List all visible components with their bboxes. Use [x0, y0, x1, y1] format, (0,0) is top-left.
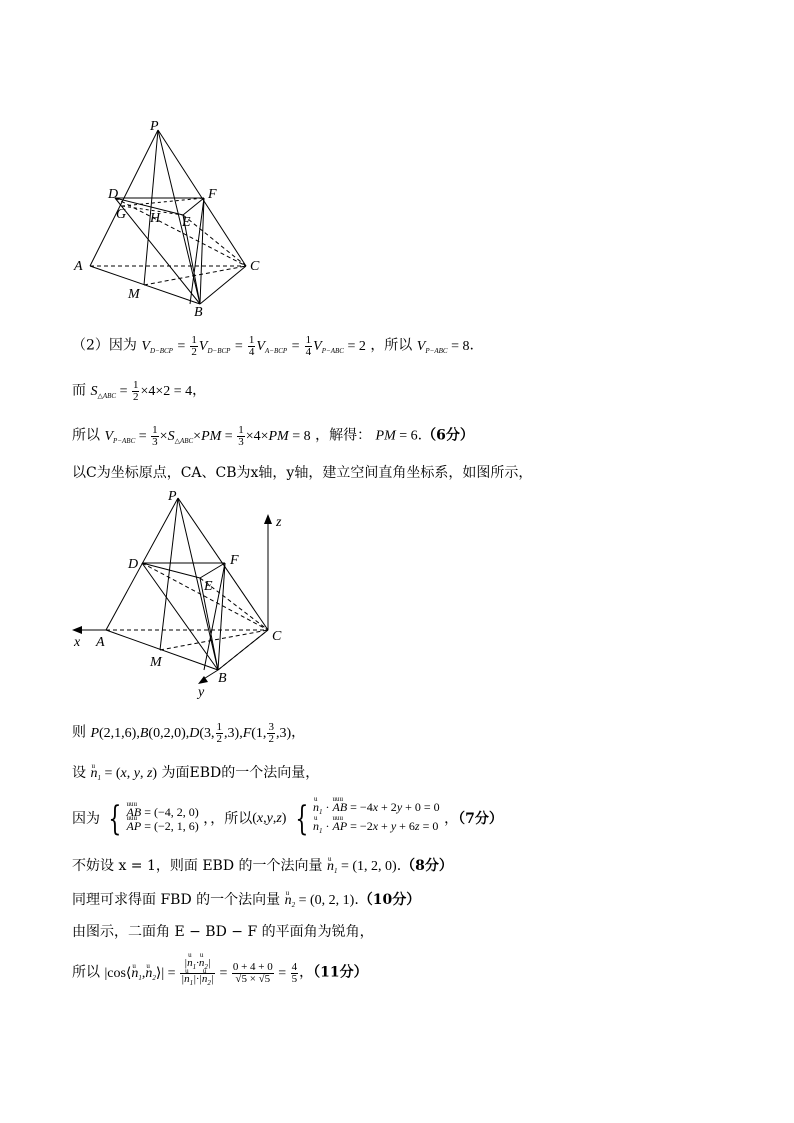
label-M: M: [128, 287, 140, 302]
pyramid-figure-1: [70, 118, 270, 318]
label-C: C: [250, 259, 260, 274]
eq-area: $S_{\triangle ABC}$ = $\frac{1}{2}$ ×4×2 = 4: [90, 379, 193, 403]
score-8: （8分）: [401, 858, 453, 874]
eq-volume-result: $V_{P-ABC} = 8$: [416, 338, 470, 355]
label-M: M: [150, 655, 162, 670]
score-6: （6分）: [422, 427, 474, 444]
text-and: 而: [72, 382, 86, 399]
text-therefore-2: 所以: [72, 964, 100, 981]
label-F: F: [230, 553, 239, 568]
line-n1-value: 不妨设 x = 1，则面 EBD 的一个法向量 u $n_1 = (1$, 2, 0).（8分）: [72, 857, 453, 880]
label-G: G: [116, 207, 127, 222]
label-A: A: [74, 259, 83, 274]
label-x: x: [74, 635, 81, 650]
label-D: D: [128, 557, 139, 572]
line-area: 而 $S_{\triangle ABC}$ = $\frac{1}{2}$ ×4×2 = 4，: [72, 379, 207, 403]
label-C: C: [272, 629, 282, 644]
label-H: H: [150, 211, 161, 226]
line-vector-system: 因为 { uuu AB = (−4, 2, 0) uuu AP = (−2, 1, 6) ，，所以(x,y,z) { u $n_1$ · uuu AB = −4x + 2y + 0 = 0 u $n_1$ · uuu AP = −2x + y + 6z = 0 ，（7分）: [72, 800, 503, 836]
text-so: ，所以: [370, 337, 413, 354]
label-A: A: [96, 635, 105, 650]
score-7: （7分）: [458, 811, 503, 827]
eq-volume-chain: $V_{D-BCP}$ = $\frac{1}{2}$ $V_{D-BCP}$ = $\frac{1}{4}$ $V_{A-BCP}$ = $\frac{1}{4}$ $V_{P-ABC} = 2$: [141, 334, 366, 358]
eq-pm: PM = 6: [375, 428, 418, 444]
line-dihedral-angle: 由图示，二面角 E − BD − F 的平面角为锐角，: [72, 924, 374, 940]
z-axis-arrow-icon: [264, 514, 272, 524]
line-volume-relation: （2）因为 $V_{D-BCP}$ = $\frac{1}{2}$ $V_{D-BCP}$ = $\frac{1}{4}$ $V_{A-BCP}$ = $\frac{1}{4}$ $V_{P-ABC} = 2$ ，所以 $V_{P-ABC} = 8$.: [72, 334, 474, 358]
label-P: P: [168, 490, 177, 504]
text-therefore: 所以: [72, 427, 100, 444]
label-y: y: [198, 685, 205, 700]
text-let: 设: [72, 765, 86, 781]
text-because: （2）因为: [72, 337, 137, 354]
eq-vectors-ab-ap: uuu AB = (−4, 2, 0) uuu AP = (−2, 1, 6): [127, 805, 199, 833]
x-axis-arrow-icon: [72, 626, 82, 634]
line-coordinates: 则 P(2,1,6),B(0,2,0),D(3, $\frac{1}{2}$ ,3),F(1, $\frac{3}{2}$ ,3)，: [72, 721, 306, 745]
text-n2-intro: 同理可求得面 FBD 的一个法向量: [72, 892, 281, 908]
label-B: B: [194, 305, 203, 318]
text-because-2: 因为: [72, 811, 100, 827]
text-normal-ebd: 为面EBD的一个法向量，: [161, 765, 320, 781]
label-z: z: [276, 515, 282, 530]
label-P: P: [150, 119, 159, 134]
line-coordinate-setup: 以C为坐标原点，CA、CB为x轴，y轴，建立空间直角坐标系，如图所示，: [72, 465, 533, 481]
eq-n1-def: u $n_1 = (x$, y, z): [90, 766, 157, 781]
eq-cosine: |cos⟨u $n_1,u$ $n_2⟩|$ = $\frac{|u n_1\cdot u n_2|}{|u n_1|\cdot|u n_2|}$ = $\frac{0 + 4 + 0}{√5 \times √5}$ = $\frac{4}{5}$: [104, 966, 299, 981]
line-normal-vector-def: [72, 764, 319, 787]
line-cosine: 所以 |cos⟨u $n_1,u$ $n_2⟩|$ = $\frac{|u n_1\cdot u n_2|}{|u n_1|\cdot|u n_2|}$ = $\frac{0 + 4 + 0}{√5 \times √5}$ = $\frac{4}{5}$ ，（11分）: [72, 958, 368, 989]
text-so-2: ，所以: [210, 811, 253, 827]
label-E: E: [182, 215, 191, 230]
eq-n2-value: u $n_2 = (0$, 2, 1): [285, 893, 355, 908]
score-10: （10分）: [358, 892, 421, 908]
line-n2-value: 同理可求得面 FBD 的一个法向量 u $n_2 = (0$, 2, 1).（10分）: [72, 891, 420, 914]
label-E: E: [204, 579, 213, 594]
label-D: D: [108, 187, 119, 202]
eq-n1-value: u $n_1 = (1$, 2, 0): [327, 859, 397, 874]
text-solve: ，解得：: [315, 427, 372, 444]
eq-dot-system: u $n_1$ · uuu AB = −4x + 2y + 0 = 0 u $n_1$ · uuu AP = −2x + y + 6z = 0: [313, 800, 440, 838]
eq-volume-pm: $V_{P-ABC}$ = $\frac{1}{3}$ $\times S_{\triangle ABC}\times PM$ = $\frac{1}{3}$ ×4×PM = 8: [104, 424, 311, 448]
pyramid-figure-2: [70, 490, 300, 700]
text-then: 则: [72, 724, 86, 741]
line-solve-pm: 所以 $V_{P-ABC}$ = $\frac{1}{3}$ $\times S_{\triangle ABC}\times PM$ = $\frac{1}{3}$ ×4×PM = 8 ，解得： PM = 6.（6分）: [72, 424, 474, 448]
label-B: B: [218, 671, 227, 686]
eq-coordinates: P(2,1,6),B(0,2,0),D(3, $\frac{1}{2}$ ,3),F(1, $\frac{3}{2}$ ,3): [90, 721, 292, 745]
score-11: （11分）: [313, 964, 368, 981]
label-F: F: [208, 187, 217, 202]
text-n1-intro: 不妨设 x = 1，则面 EBD 的一个法向量: [72, 858, 323, 874]
